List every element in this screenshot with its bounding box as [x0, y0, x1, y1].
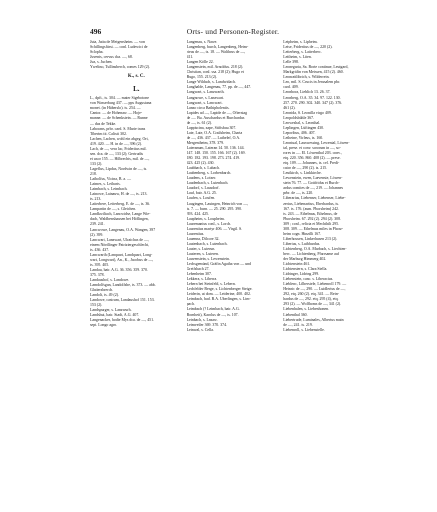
register-entry-line: Late, Late, O.A. Crailsheim, Charta — [186, 130, 243, 135]
register-column-2 — [187, 40, 280, 498]
register-entry-line: ts. 213. — [90, 197, 102, 202]
register-entry-line: Juz, s. Juchen. — [90, 60, 113, 65]
register-entry-line: Laborans, prbr. card. S. Marie trans — [90, 126, 146, 131]
register-entry-line: pach. — [186, 302, 195, 307]
register-entry-line: Laubbach, s. Lubach. — [186, 166, 220, 171]
register-entry-line: Lauter, s. Luterun. — [186, 246, 216, 251]
register-entry-line: Lauenna, Dilcore 32. — [186, 236, 220, 241]
register-column-1 — [90, 40, 183, 498]
register-entry-line: 293 (2). — Wolfhoms de —, 341 (2). — [283, 302, 342, 307]
register-entry-line: Lanzo circa Bathipholentis. — [186, 105, 230, 110]
register-entry-line: Laudorf, s. Lausdorf. — [186, 186, 220, 191]
register-entry-line: 375. 378. — [90, 272, 105, 277]
register-entry-line: Lauteren, s. Luteren. — [186, 251, 219, 256]
register-entry-line: einem Nördlinger Patriziergeschlecht, — [90, 242, 150, 247]
register-entry-line: Lichtenstein 461. — [283, 262, 311, 267]
register-entry-line: Leipheim, s. Lipheim. — [283, 40, 318, 44]
register-entry-line: Lainowe, Lainauw, H. de —, ts. 213. — [90, 192, 148, 197]
register-entry-line: sen. dca. de —, 133 (2); Gertrudis — [90, 151, 144, 156]
register-entry-line: Lancwarth (Lanquart, Landquart, Long- — [90, 252, 153, 257]
register-entry-line: Lidringer, Lidring 299. — [283, 272, 320, 277]
register-entry-line: Lieblenc, Lilberstele, Liebenroll 179. — — [283, 282, 347, 287]
register-entry-line: 133 (2). — [90, 161, 103, 166]
register-entry-line: Liebenhalen, s. Liebenhonen. — [283, 307, 330, 312]
register-entry-line: Letheine, Virleus, ts. 160. — [283, 135, 324, 140]
register-entry-line: der Marburg Himmerg 402. — [283, 257, 327, 262]
register-entry-line: 419. 420. — H. in de —, 396 (2). — [90, 141, 142, 146]
register-entry-line: 461 (2). — [283, 105, 296, 110]
register-entry-line: Bornheit), Karolus de —, ts. 107. — [186, 312, 239, 317]
register-entry-line: Lappiscina, zape, Stiftsbau 307. — [186, 125, 237, 130]
register-entry-line: Langen Kölle 22. — [186, 60, 214, 65]
register-entry-line: Laurentius. — [186, 231, 205, 236]
register-entry-line: Leonrattlibrich, s. Wilderrein. — [283, 75, 330, 80]
register-entry-line: Lichtenstern, s. Clara Stella. — [283, 267, 328, 272]
register-entry-line: Lauf, bair. A.G. 25. — [186, 191, 217, 196]
register-entry-line: von Wasserburg 437. — pps Augustana — [90, 101, 152, 106]
register-entry-line: Tiberim tit. Calixti 302. — [90, 131, 127, 136]
register-entry-line: Laurentius martyr 406. — Virgil. S. — [186, 226, 243, 231]
register-entry-line: Leiterberg, s. Laiterberc. — [283, 50, 322, 55]
register-entry-line: Leimbach, bad. B.A. Überlingen, s. Lim- — [186, 297, 251, 302]
page-number: 496 — [90, 27, 102, 36]
register-entry-line: Libertus, s. Luibhardus. — [283, 241, 321, 246]
register-entry-line: Lauvenstein, s. Lewenstein. — [186, 257, 230, 262]
register-entry-line: Liberhousen, Linkerhusen 213 (2). — [283, 236, 338, 241]
register-entry-line: prbr. de —, ts. 220. — [283, 191, 314, 196]
register-entry-line: Langenberg, burch, Langenberg, Heim- — [186, 45, 249, 50]
register-entry-line: 308. 309. — Ethelmus miles in Phorz- — [283, 226, 344, 231]
register-entry-line: ts. 436. 437. — [90, 247, 110, 252]
register-entry-line: ts. 243. — Ethelmus, Ethelmus, de — [283, 211, 338, 216]
register-column-3 — [283, 40, 376, 498]
page-header — [90, 27, 376, 37]
register-entry-line: Glattersbrerch. — [90, 288, 114, 293]
column-1-top-entries — [90, 40, 183, 70]
register-entry-line: Lach, de —, vera lac, Frideritus mil. — [90, 146, 147, 151]
register-entry-line: Leontual, Lauswessing, Lewental, Löwen- — [283, 140, 350, 145]
register-entry-line: heim cogn. Hinzilli 167. — [283, 231, 322, 236]
register-entry-line: etq. 220. 356. 860. 408 (2). — prese. — [283, 156, 341, 161]
register-entry-line: — dus de Tekke. — [90, 121, 117, 126]
register-entry-line: Laibolfus, Vicina, B. a. — — [90, 177, 131, 182]
register-entry-line: Laudens, s. Lotzer. — [186, 176, 217, 181]
register-entry-line: de —, ts. 61 (2). — [186, 120, 212, 125]
register-entry-line: Mergentheim, 378. 379. — [186, 140, 225, 145]
register-entry-line: 180. 182. 193. 198. 273. 274. 419. — [186, 156, 241, 161]
register-entry-line: Leonbora, Lieblich 13. 26. 37. — [283, 90, 331, 95]
register-entry-line: Lancwart, Lanzwart, Ulraichus de —, — [90, 237, 149, 242]
register-entry-line: 257. 270. 290. 302. 340. 347 (2). 376. — [283, 100, 343, 105]
register-entry-line: ardus comites de —, 219. — Johannes — [283, 186, 344, 191]
register-entry-line: Lewenstein, ewen, Lœvenste, Löwen- — [283, 176, 343, 181]
register-entry-line: Lechfelder Berge, s. Lichtenberger Steige. — [186, 287, 253, 292]
register-entry-line: Langhalde, Langenau, 77. pp. de —, 447. — [186, 85, 252, 90]
register-entry-line: Landolt, ts. 49 (2). — [90, 293, 119, 298]
register-entry-line: Ywelino, Tullinsberch, comes 129 (2). — [90, 65, 150, 70]
register-entry-line: Langnowe, s. Lanzwart. — [186, 95, 225, 100]
register-entry-line: L., dpft., ts. 304. — mater Sigebotone — [90, 96, 149, 101]
register-entry-line: stein 76. 77. — Gottfridus et Burch- — [283, 181, 340, 186]
register-entry-line: Lateranum, Lateran 14. 50. 136. 144. — [186, 145, 245, 150]
register-entry-line: Leporibus, 406. 407. — [283, 130, 316, 135]
register-entry-line: 423. 425 (2). 430. — [186, 161, 215, 166]
register-entry-line: Leplingen, Lüftingen 430. — [283, 125, 325, 130]
register-entry-line: Liebenstein, canc. s. Liberacius. — [283, 277, 334, 282]
register-entry-line: Juvenis, cervus dca. —, 68. — [90, 55, 133, 60]
register-entry-line: monet. (in Hüberslo). ts. 254. — — [90, 106, 141, 111]
register-entry-line: de —, 241. ts. 219. — [283, 322, 313, 327]
register-entry-line: 218. — [90, 171, 97, 176]
register-entry-line: rieus de —, ts. 18. — Walthrus de —, — [186, 50, 246, 55]
register-entry-line: Lelle 398. — [283, 60, 299, 65]
register-entry-line: Markgräfin von Meissen, 415 (2). 460. — [283, 70, 344, 75]
register-entry-line: Leonberg, O.A. 35. 34. 97. 122. 130. — [283, 95, 341, 100]
register-entry-line: Landaushof, s. Landowe. — [90, 277, 130, 282]
register-entry-line: Christian, conl. ssa. 218 (2); Hugo et — [186, 70, 244, 75]
register-entry-line: Laudenbach, s. Lutenbach. — [186, 181, 229, 186]
section-subheading: K., s. C. — [127, 74, 145, 80]
register-entry-line: Leitheim, s. Liten. — [283, 55, 312, 60]
register-entry-line: Phorsheim. 67. 292 (2). 294 (2). 308. — [283, 216, 342, 221]
register-entry-line: Lichtenberg, O.A. Marbach, s. Liechten- — [283, 246, 347, 251]
register-entry-line: Heinric de —, 290. — Luidlerius de —, — [283, 287, 346, 292]
register-entry-line: wart, Longwart), An., K., Jacobus de —, — [90, 257, 154, 262]
section-letter: L. — [133, 85, 140, 94]
register-entry-line: 411. — [186, 55, 194, 60]
register-entry-line: Langenau, s. Nawe. — [186, 40, 218, 44]
register-entry-line: Leiderin, ut dom. — Leiderine, 400. 402. — [186, 292, 251, 297]
register-entry-line: de —, 436. 437. — Luthelef, O.A. — [186, 135, 241, 140]
register-entry-line: Leonegaria, Sa. Borte continue, Leutgard, — [283, 65, 349, 70]
running-title: Orts- und Personen-Register. — [186, 27, 280, 36]
register-entry-line: Laugingen, Lauingen, Heinrich von —, — [186, 201, 249, 206]
column-1-bottom-entries — [90, 96, 183, 328]
register-entry-line: Lachen, Lachen, wohl ein abgeg. Ort, — [90, 136, 149, 141]
register-entry-line: sept. Longo agro. — [90, 323, 118, 328]
register-entry-line: Lekkera, s. Liberra. — [186, 277, 218, 282]
register-entry-line: Lageflus, Lipdus, Nordwin de —, ts. — [90, 166, 148, 171]
register-entry-line: Langwart, s. Lanzwarth. — [186, 90, 225, 95]
register-entry-line: Sclopha. — [90, 50, 104, 55]
register-entry-line: Langenstein, mil. Arnoldus. 218 (2). — [186, 65, 244, 70]
register-entry-line: hardus de —, 292. etq. 295 (4), etq. — [283, 297, 339, 302]
register-entry-line: Laimes, s. Leiharts. — [90, 182, 121, 187]
register-entry-line: zerius, Liebenartius, Eberhardus, ts. — [283, 201, 340, 206]
register-entry-line: Leoweshal, s. Leonthal. — [283, 120, 321, 125]
register-entry-line: tal, prese. et conv. sororum in —, so- — [283, 145, 341, 150]
register-entry-line: Liebertrude, Luminales, Albertus main — [283, 317, 344, 322]
register-columns — [90, 40, 376, 498]
register-entry-line: 309 ; conl., relicta et Mechthilt 295. — [283, 221, 340, 226]
register-entry-line: Landkwiltach, Lancwidse, Lange Wie- — [90, 212, 151, 217]
register-entry-line: ts. 395. 405. — [90, 262, 110, 267]
register-entry-line: Leonida, S. Leonilla virgo 409. — [283, 110, 332, 115]
register-entry-line: Langwart, s. Lancwart. — [186, 100, 223, 105]
register-entry-line: manne. — de Schenkstein. — Runne — [90, 116, 148, 121]
register-entry-line: Landowe, castrum, Landaushof 151. 153. — [90, 298, 155, 303]
register-entry-line: Laimbach, s. Leimbach. — [90, 187, 128, 192]
register-entry-line: Juta, Jutta de Meigensheim. — von — [90, 40, 146, 44]
register-entry-line: et uxor 155. — Hilbrechts, mil. de —, — [90, 156, 150, 161]
register-entry-line: Lautenbach, s. Lutenbach. — [186, 241, 228, 246]
register-entry-line: Langenacker, hodie Mys dca. de —, 451. — [90, 318, 155, 323]
register-entry-line: Lancwowe, Langenau, O.A. Wangen, 397 — [90, 227, 156, 232]
register-entry-line: Lebern bei Steinfeld, s. Lebern. — [186, 282, 236, 287]
register-entry-line: Lauremanius conl., s. Lorch. — [186, 221, 232, 226]
register-entry-line: Landspurger, s. Lanzwurh. — [90, 308, 132, 313]
register-entry-line: Landau, bair. A.G. 36. 356. 359. 370. — [90, 267, 148, 272]
register-entry-line: dach, Waldbenshausen bei Höflingen, — [90, 217, 149, 222]
register-entry-line: Leutkirch, s. Linkkirche. — [283, 171, 322, 176]
register-entry-line: Lamdolfsgan, Landolfsbe, ts. 373. — abb. — [90, 283, 156, 288]
register-entry-line: Liebenthal 360. — [283, 312, 308, 317]
register-entry-line: Lampartin de —, s. Gleichen. — [90, 207, 137, 212]
register-entry-line: 167. ts. 176. (aum. Phorsheim) 242. — [283, 206, 339, 211]
register-entry-line: Laubenberg, s. Lorbenbarch. — [186, 171, 232, 176]
register-entry-line: Lapides ad —, Lapide de —, Ofterstag — [186, 110, 248, 115]
register-entry-line: Leinwal, s. Cella. — [186, 327, 214, 332]
register-entry-line: Cantor. — de Hohenaw. — Hoje- — [90, 111, 143, 116]
register-entry-line: Landshut, bair. Stadt, A.G. 407. — [90, 313, 140, 318]
register-entry-line: Leopoldsbühle 367. — [283, 115, 315, 120]
register-entry-line: Leimveiler 369. 370. 374. — [186, 322, 228, 327]
register-entry-line: Lange Wildach, s. Landwidach. — [186, 80, 236, 85]
register-entry-line: Leise, Frideritus de —, 220 (2). — [283, 45, 333, 50]
register-entry-line: de —. Bu. Auschardus et Burchardus — [186, 115, 245, 120]
register-entry-line: (2). 399. — [90, 232, 104, 237]
register-entry-line: Schillingsfürst. — conl. Ludewici de — [90, 45, 148, 50]
register-entry-line: Lechsgemünd, Gräfin Agatha von — und — [186, 262, 251, 267]
register-entry-line: 147. 148. 150. 155. 166. 167 (2). 169. — [186, 151, 246, 156]
register-entry-line: rores in —. El. Löwenthal 203. conv., — [283, 151, 342, 156]
register-entry-line: card. 409. — [283, 85, 299, 90]
register-entry-line: 393. 424. 425. — [186, 211, 209, 216]
register-entry-line: Liberarius, Liebenser, Liebenser, Liebe- — [283, 196, 346, 201]
register-entry-line: Leimbach (? Leimbach, bair. A.G. — [186, 307, 240, 312]
register-entry-line: Leinbach, s. Lnsaw. — [186, 317, 218, 322]
register-entry-line: Liebenroll, s. Liebenstelle. — [283, 327, 325, 332]
register-entry-line: Laiterbere, Leiterberg, E. de —, ts. 36. — [90, 202, 151, 207]
register-entry-line: Bugo, 155. 213 (2). — [186, 75, 218, 80]
register-entry-line: Leo, mil. S. Crucis in Jerusalem pbr. — [283, 80, 341, 85]
register-entry-line: etq. 109. — Johannes, ts. cel. Predi- — [283, 161, 340, 166]
register-entry-line: Lebenheim 307. — [186, 272, 212, 277]
register-entry-line: 153 (2). — [90, 303, 103, 308]
register-entry-line: ts. 7. — burn. — 25. 290. 295. 390. — [186, 206, 243, 211]
register-entry-line: 239. 241. — [90, 222, 105, 227]
register-entry-line: 292, etq. 260 (2). etq. 341. — Rein- — [283, 292, 339, 297]
register-entry-line: Laufen, s. Loufen. — [186, 196, 216, 201]
register-entry-line: berc. — Lichtenberg, Pfarrsame auf — [283, 251, 340, 256]
register-entry-line: Greifsbach 27. — [186, 267, 210, 272]
register-entry-line: Laupheim, s. Loupheim. — [186, 216, 225, 221]
register-entry-line: cator de —, 290 (2). ts. 215. — [283, 166, 328, 171]
